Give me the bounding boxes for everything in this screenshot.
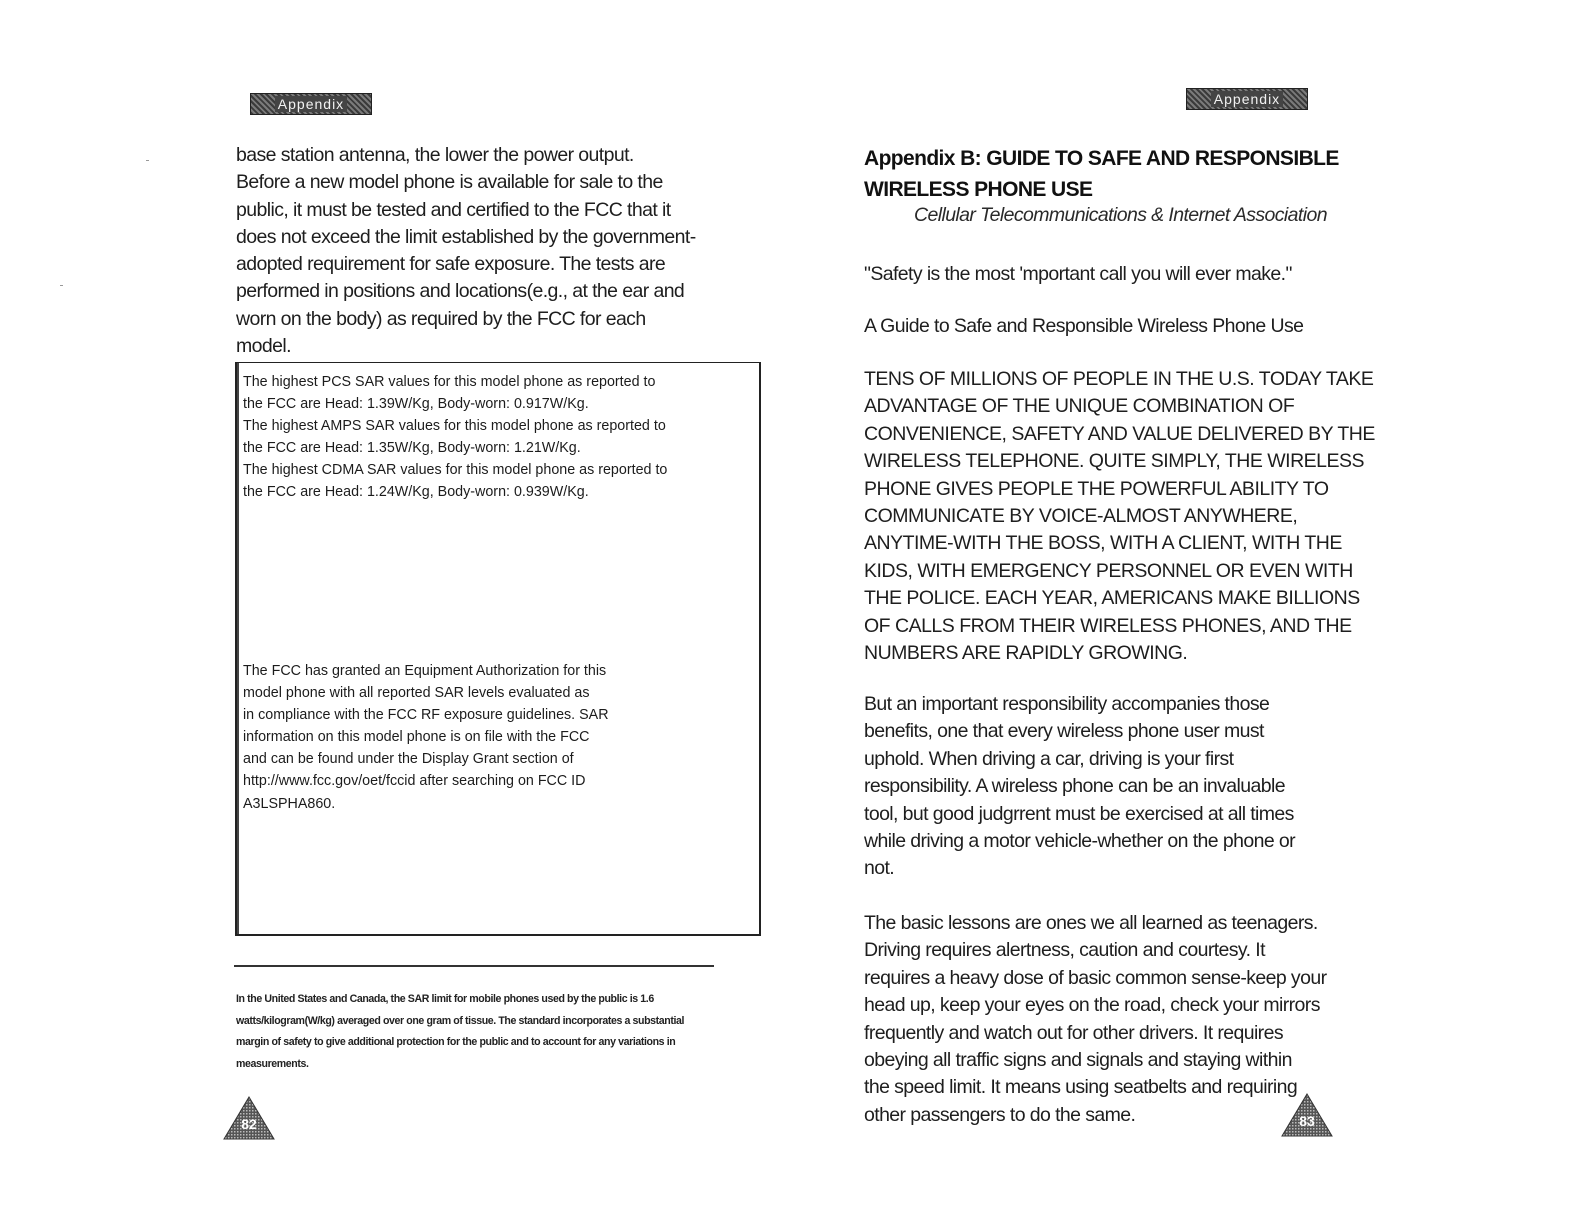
page-title: [864, 143, 1384, 205]
caps-line: PHONE GIVES PEOPLE THE POWERFUL ABILITY TO: [864, 477, 1329, 500]
footnote: [236, 989, 726, 1075]
right-page: [789, 0, 1578, 1221]
footnote-line: margin of safety to give additional protection for the public and to account for any variations in: [236, 1036, 676, 1048]
body-line: worn on the body) as required by the FCC for each: [236, 307, 646, 330]
para-line: The basic lessons are ones we all learned as teenagers.: [864, 912, 1318, 934]
guide-title: A Guide to Safe and Responsible Wireless Phone Use: [864, 315, 1304, 337]
footnote-line: watts/kilogram(W/kg) averaged over one gram of tissue. The standard incorporates a substantial: [236, 1014, 685, 1027]
caps-line: COMMUNICATE BY VOICE-ALMOST ANYWHERE,: [864, 505, 1298, 528]
fcc-authorization: [243, 660, 753, 815]
caps-line: TENS OF MILLIONS OF PEOPLE IN THE U.S. TODAY TAKE: [864, 368, 1374, 390]
para-line: benefits, one that every wireless phone user must: [864, 720, 1264, 743]
page-number-marker: [222, 1095, 276, 1141]
sar-line: The highest AMPS SAR values for this model phone as reported to: [243, 418, 666, 435]
para-line: But an important responsibility accompanies those: [864, 693, 1270, 715]
responsibility-paragraph: [864, 691, 1384, 883]
page-subtitle: Cellular Telecommunications & Internet Association: [914, 204, 1327, 226]
box-rule: [237, 363, 239, 934]
page-number: 83: [1299, 1113, 1315, 1129]
para-line: requires a heavy dose of basic common sense-keep your: [864, 966, 1327, 989]
sar-info-box: [235, 362, 761, 936]
auth-line: The FCC has granted an Equipment Authorization for this: [243, 663, 607, 679]
caps-line: NUMBERS ARE RAPIDLY GROWING.: [864, 642, 1188, 665]
sar-line: the FCC are Head: 1.39W/Kg, Body-worn: 0.917W/Kg.: [243, 396, 589, 413]
para-line: not.: [864, 857, 895, 880]
para-line: frequently and watch out for other drivers. It requires: [864, 1021, 1283, 1044]
footnote-divider: [234, 965, 714, 967]
caps-paragraph: [864, 366, 1384, 667]
auth-line: http://www.fcc.gov/oet/fccid after searching on FCC ID: [243, 773, 586, 790]
sar-line: the FCC are Head: 1.24W/Kg, Body-worn: 0.939W/Kg.: [243, 484, 589, 501]
safety-quote: "Safety is the most 'mportant call you will ever make.": [864, 263, 1292, 285]
page-number: 82: [241, 1116, 257, 1132]
body-line: public, it must be tested and certified to the FCC that it: [236, 198, 671, 221]
title-line: WIRELESS PHONE USE: [864, 178, 1093, 201]
title-line: Appendix B: GUIDE TO SAFE AND RESPONSIBLE: [864, 147, 1339, 170]
caps-line: WIRELESS TELEPHONE. QUITE SIMPLY, THE WIRELESS: [864, 450, 1365, 473]
body-line: performed in positions and locations(e.g., at the ear and: [236, 280, 685, 303]
caps-line: THE POLICE. EACH YEAR, AMERICANS MAKE BILLIONS: [864, 587, 1360, 610]
sar-values: [243, 371, 753, 504]
body-line: Before a new model phone is available for sale to the: [236, 171, 663, 194]
auth-line: information on this model phone is on file with the FCC: [243, 729, 590, 746]
para-line: other passengers to do the same.: [864, 1103, 1136, 1126]
appendix-header-tab: [250, 93, 372, 115]
sar-line: The highest CDMA SAR values for this model phone as reported to: [243, 462, 668, 479]
appendix-header-tab: [1186, 88, 1308, 110]
sar-line: the FCC are Head: 1.35W/Kg, Body-worn: 1.21W/Kg.: [243, 440, 581, 457]
body-paragraph: [236, 142, 736, 360]
body-line: adopted requirement for safe exposure. The tests are: [236, 253, 666, 276]
footnote-line: measurements.: [236, 1057, 309, 1070]
para-line: head up, keep your eyes on the road, check your mirrors: [864, 994, 1320, 1017]
para-line: while driving a motor vehicle-whether on the phone or: [864, 830, 1296, 853]
caps-line: ANYTIME-WITH THE BOSS, WITH A CLIENT, WITH THE: [864, 532, 1342, 555]
header-label: Appendix: [1211, 91, 1283, 107]
sar-line: The highest PCS SAR values for this model phone as reported to: [243, 374, 656, 390]
caps-line: ADVANTAGE OF THE UNIQUE COMBINATION OF: [864, 395, 1295, 418]
auth-line: and can be found under the Display Grant section of: [243, 751, 574, 768]
para-line: uphold. When driving a car, driving is your first: [864, 747, 1234, 770]
caps-line: KIDS, WITH EMERGENCY PERSONNEL OR EVEN WITH: [864, 559, 1353, 582]
para-line: Driving requires alertness, caution and courtesy. It: [864, 939, 1265, 962]
caps-line: OF CALLS FROM THEIR WIRELESS PHONES, AND THE: [864, 614, 1352, 637]
body-line: base station antenna, the lower the power output.: [236, 144, 634, 166]
para-line: the speed limit. It means using seatbelts and requiring: [864, 1076, 1298, 1099]
body-line: model.: [236, 335, 291, 358]
caps-line: CONVENIENCE, SAFETY AND VALUE DELIVERED BY THE: [864, 422, 1375, 445]
auth-line: model phone with all reported SAR levels evaluated as: [243, 685, 590, 702]
footnote-line: In the United States and Canada, the SAR limit for mobile phones used by the public is 1.6: [236, 993, 654, 1005]
para-line: tool, but good judgrrent must be exercised at all times: [864, 802, 1294, 825]
auth-line: in compliance with the FCC RF exposure guidelines. SAR: [243, 707, 609, 724]
body-line: does not exceed the limit established by the government-: [236, 225, 696, 248]
auth-line: A3LSPHA860.: [243, 795, 336, 812]
para-line: responsibility. A wireless phone can be an invaluable: [864, 775, 1285, 798]
para-line: obeying all traffic signs and signals and staying within: [864, 1049, 1292, 1072]
header-label: Appendix: [275, 96, 347, 112]
page-number-marker: [1280, 1092, 1334, 1138]
